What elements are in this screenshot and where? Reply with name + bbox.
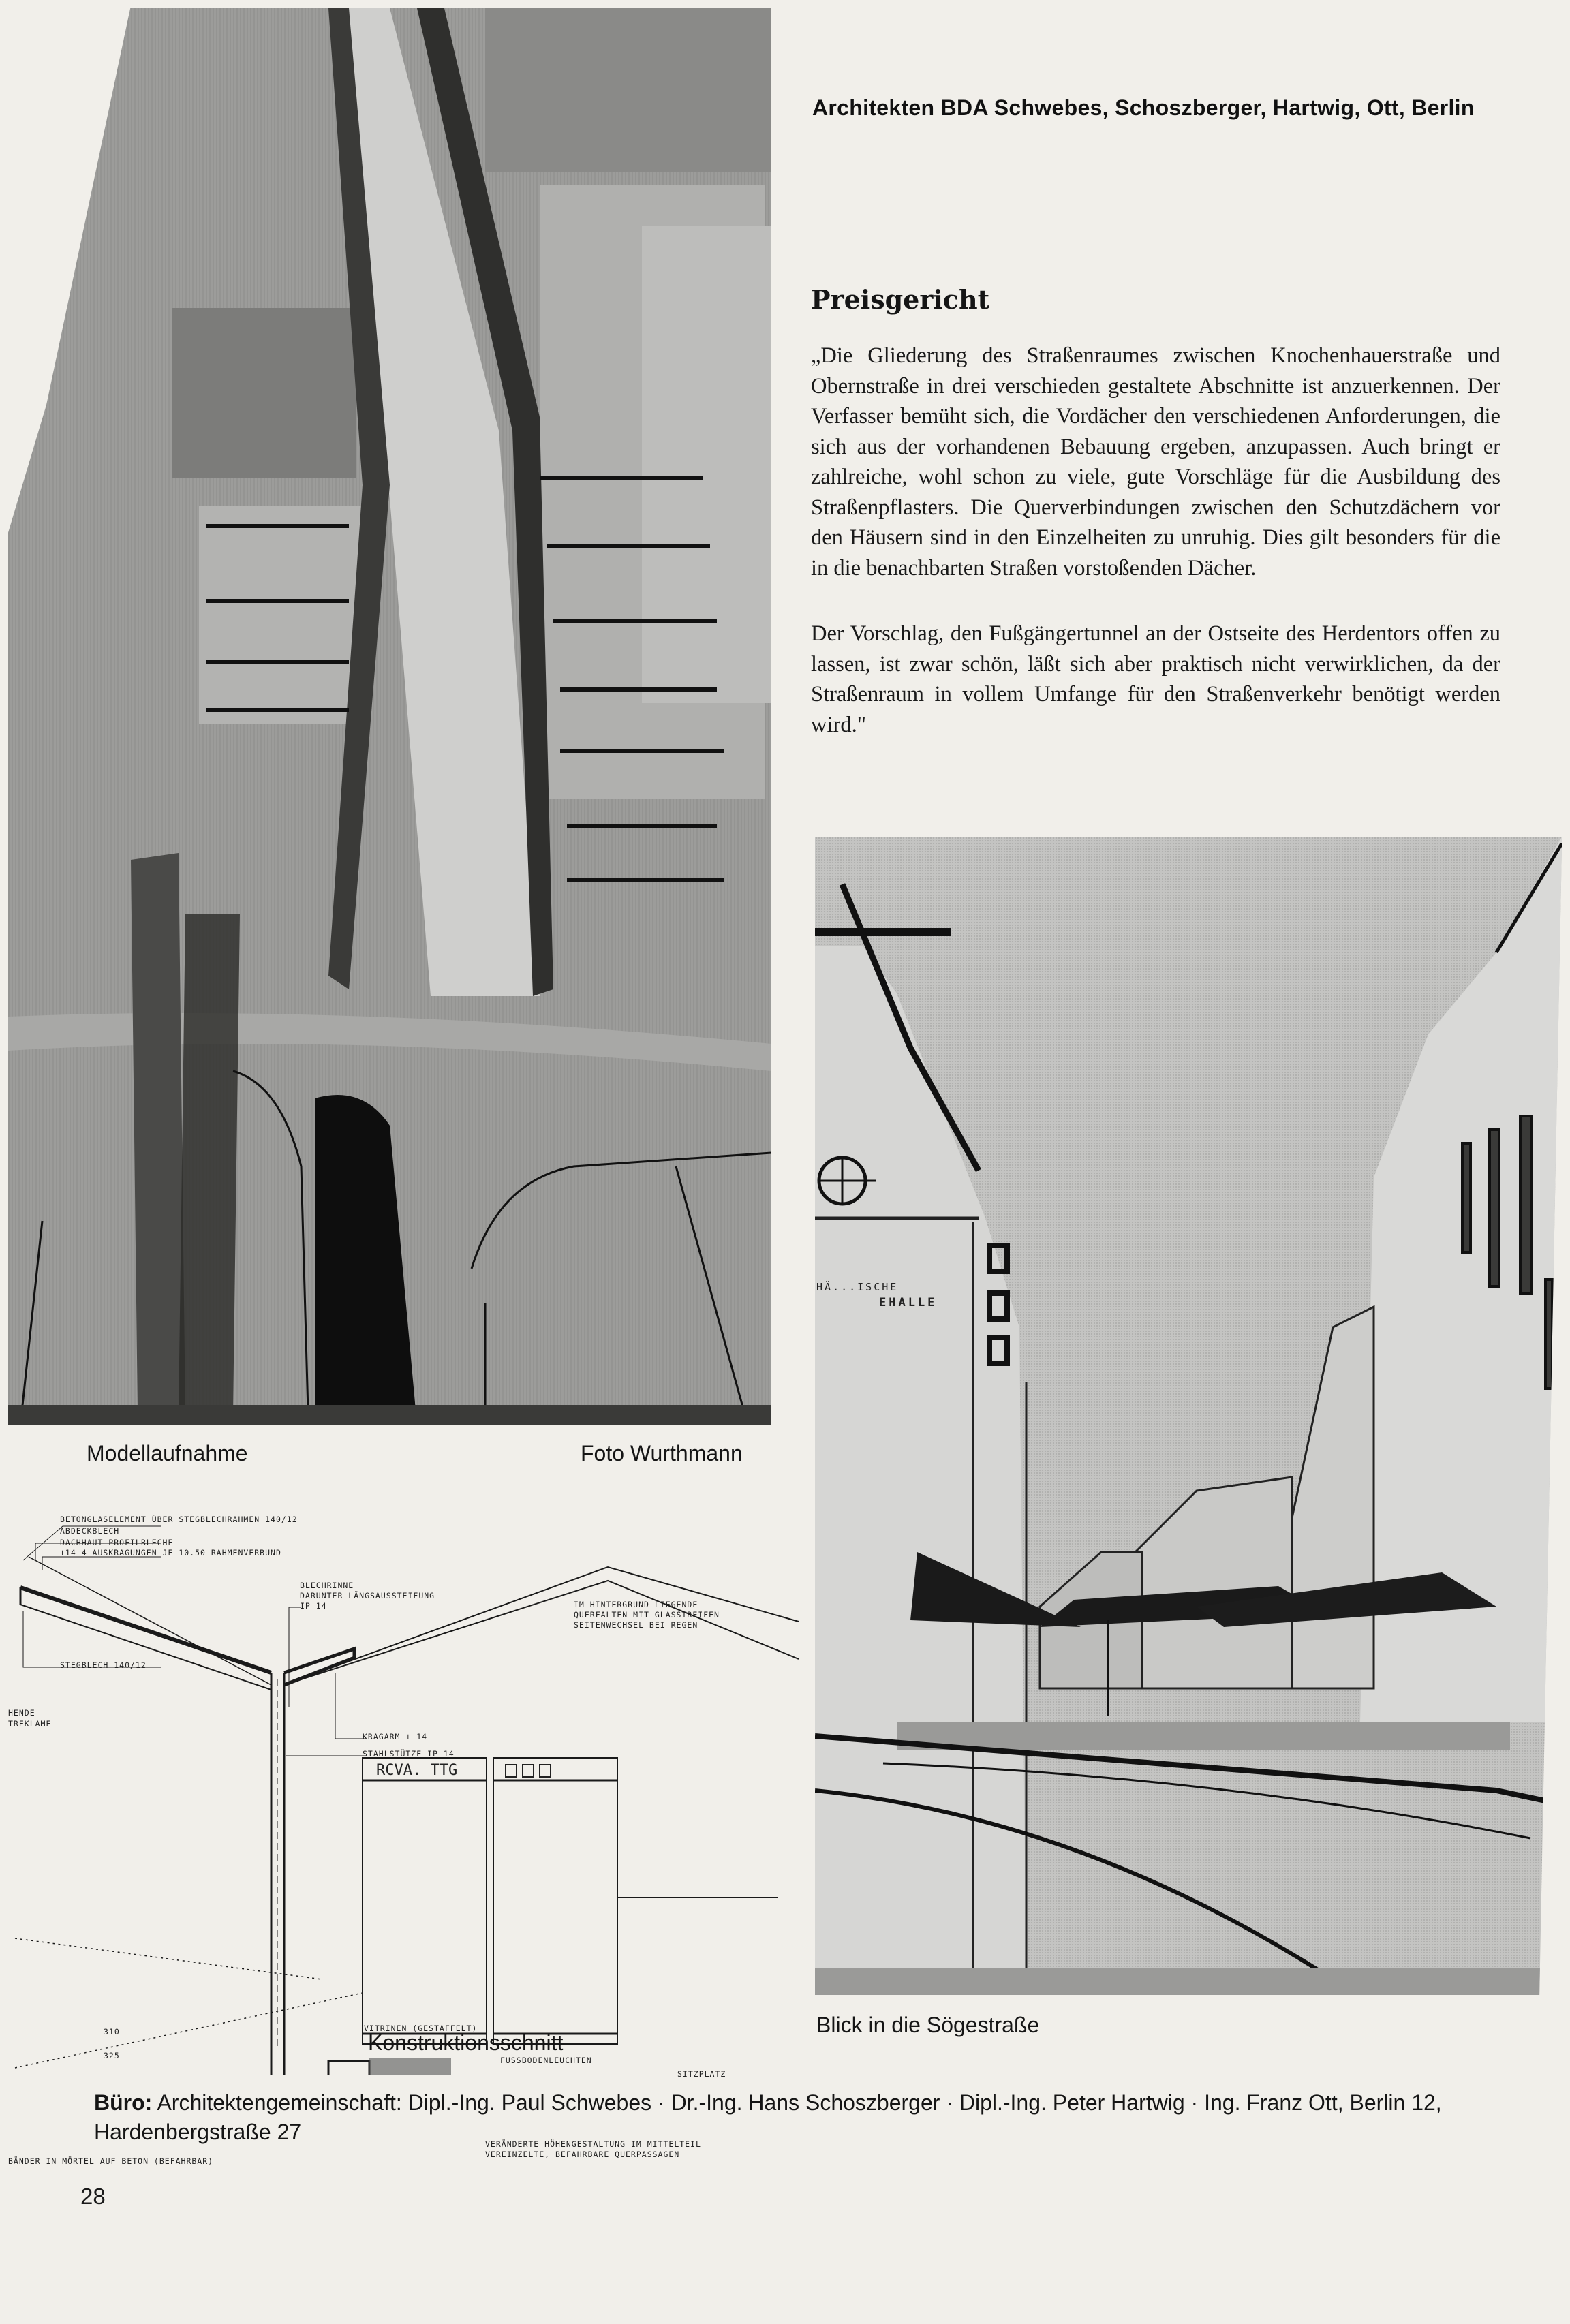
label-hintergrund-1: IM HINTERGRUND LIEGENDE	[574, 1600, 698, 1609]
label-dimension-325: 325	[104, 2051, 120, 2060]
office-credit	[94, 2088, 1500, 2147]
sketch-sign-text-2: EHALLE	[879, 1296, 938, 1310]
label-dachhaut: DACHHAUT PROFILBLECHE	[60, 1538, 174, 1547]
label-sitzplatz: SITZPLATZ	[677, 2069, 726, 2079]
label-betonglas: BETONGLASELEMENT ÜBER STEGBLECHRAHMEN 140/12	[60, 1515, 298, 1524]
label-fussbodenleuchten: FUSSBODENLEUCHTEN	[500, 2056, 592, 2065]
label-stegblech: STEGBLECH 140/12	[60, 1660, 147, 1670]
label-kragarm: KRAGARM ⊥ 14	[363, 1732, 428, 1741]
jury-section-title: Preisgericht	[811, 284, 990, 315]
jury-paragraph-2: Der Vorschlag, den Fußgängertunnel an der Ostseite des Herdentors offen zu lassen, ist zwar schön, läßt sich aber praktisch nicht verwirklichen, da der Straßenraum in vollem Umfange für den Straßenverkehr benötigt werden wird."	[811, 621, 1500, 737]
architects-heading: Architekten BDA Schwebes, Schoszberger, Hartwig, Ott, Berlin	[812, 95, 1475, 120]
page-number: 28	[80, 2184, 106, 2209]
model-photograph	[8, 8, 771, 1425]
shop-sign-lettering: RCVA. TTG	[376, 1762, 458, 1779]
label-auskragungen: ⊥14 4 AUSKRAGUNGEN JE 10.50 RAHMENVERBUND	[60, 1548, 281, 1558]
sketch-illustration	[815, 837, 1562, 1995]
photo-credit: Foto Wurthmann	[581, 1441, 743, 1466]
label-abdeckblech: ABDECKBLECH	[60, 1526, 120, 1536]
label-hintergrund-2: QUERFALTEN MIT GLASSTREIFEN	[574, 1610, 720, 1620]
office-label: Büro:	[94, 2090, 153, 2115]
label-laengsaussteifung: DARUNTER LÄNGSAUSSTEIFUNG	[300, 1591, 435, 1600]
construction-section-caption: Konstruktionsschnitt	[368, 2030, 564, 2055]
label-lichtreklame-1: HENDE	[8, 1708, 35, 1718]
label-hoehengestaltung-1: VERÄNDERTE HÖHENGESTALTUNG IM MITTELTEIL	[485, 2139, 701, 2149]
section-line-drawing	[8, 1502, 812, 2075]
label-blechrinne: BLECHRINNE	[300, 1581, 354, 1590]
model-photo-illustration	[8, 8, 771, 1425]
label-vitrinen: VITRINEN (GESTAFFELT)	[364, 2024, 478, 2033]
label-hoehengestaltung-2: VEREINZELTE, BEFAHRBARE QUERPASSAGEN	[485, 2150, 680, 2159]
label-stahlstuetze: STAHLSTÜTZE IP 14	[363, 1749, 455, 1759]
label-hintergrund-3: SEITENWECHSEL BEI REGEN	[574, 1620, 698, 1630]
sketch-sign-text-1: HÄ...ISCHE	[816, 1281, 899, 1293]
office-text: Architektengemeinschaft: Dipl.-Ing. Paul Schwebes · Dr.-Ing. Hans Schoszberger · Dipl.-Ing. Peter Hartwig · Ing. Franz Ott, Berlin 12, Hardenbergstraße 27	[94, 2090, 1442, 2144]
model-photo-caption: Modellaufnahme	[87, 1441, 248, 1466]
label-ip14: IP 14	[300, 1601, 327, 1611]
street-sketch-caption: Blick in die Sögestraße	[816, 2013, 1040, 2037]
label-lichtreklame-2: TREKLAME	[8, 1719, 52, 1729]
label-dimension-310: 310	[104, 2027, 120, 2036]
label-baender: BÄNDER IN MÖRTEL AUF BETON (BEFAHRBAR)	[8, 2156, 214, 2166]
street-perspective-sketch	[815, 837, 1562, 1995]
jury-paragraph-1: „Die Gliederung des Straßenraumes zwischen Knochenhauerstraße und Obernstraße in drei verschieden gestaltete Abschnitte ist anzuerkennen. Der Verfasser bemüht sich, die Vordächer den verschiedenen Anforderungen, die sich aus der vorhandenen Bebauung ergeben, anzupassen. Auch bringt er zahlreiche, wohl schon zu viele, gute Vorschläge für die Ausbildung des Straßenpflasters. Die Querverbindungen zwischen den Schutzdächern vor den Häusern sind in den Einzelheiten zu unruhig. Dies gilt besonders für die in die benachbarten Straßen vorstoßenden Dächer.	[811, 343, 1500, 580]
